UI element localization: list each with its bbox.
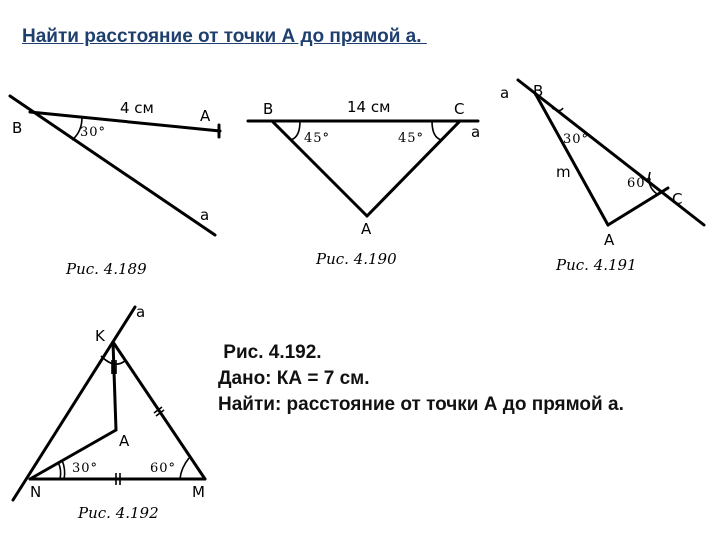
caption-4-190: Рис. 4.190 [316,250,397,268]
angle-arc-left-190 [290,121,300,140]
angle-arc-n-192 [62,460,65,479]
angle-arc-right-190 [432,121,442,140]
task-find: Найти: расстояние от точки А до прямой а. [218,394,624,415]
point-a-label: A [119,432,130,450]
segment-ka-192 [113,342,116,430]
point-b-label: B [12,119,23,137]
segment-ac-191 [608,188,668,225]
page-title: Найти расстояние от точки А до прямой а. [22,26,427,47]
point-a-label: A [604,231,615,249]
angle-right-label: 60° [627,176,654,191]
figure-4-192 [13,303,205,522]
line-a-label: a [500,84,510,102]
line-a-label: a [136,303,146,321]
line-a-189 [10,96,215,235]
caption-4-191: Рис. 4.191 [556,256,637,274]
point-a-label: A [200,107,211,125]
point-c-label: C [672,190,683,208]
caption-4-189: Рис. 4.189 [66,260,147,278]
angle-right-label: 45° [398,131,425,146]
point-b-label: B [533,82,544,100]
length-label: 4 см [120,99,154,117]
angle-right-label: 60° [150,461,177,476]
angle-arc-m-192 [180,458,189,479]
angle-left-label: 45° [304,131,331,146]
angle-label: 30° [80,125,107,140]
caption-4-192: Рис. 4.192 [78,504,159,522]
figure-4-189 [10,96,220,278]
task-given: Дано: КА = 7 см. [218,368,370,389]
angle-left-label: 30° [72,461,99,476]
point-b-label: B [263,100,274,118]
figure-4-190 [248,98,480,268]
point-m-label: M [192,483,205,501]
task-figure-ref: Рис. 4.192. [218,342,322,363]
segment-m-label: m [556,163,571,181]
line-a-label: a [471,123,481,141]
figure-4-191 [500,80,704,274]
segment-km-192 [113,342,205,479]
angle-arc-n2-192 [58,462,61,479]
point-k-label: K [95,327,105,345]
angle-top-label: 30° [563,132,590,147]
point-c-label: C [454,100,465,118]
point-a-label: A [361,220,372,238]
point-n-label: N [30,483,42,501]
segment-ba-191 [535,93,608,225]
length-label: 14 см [347,98,391,116]
task-text [218,340,698,418]
line-a-label: a [200,206,210,224]
